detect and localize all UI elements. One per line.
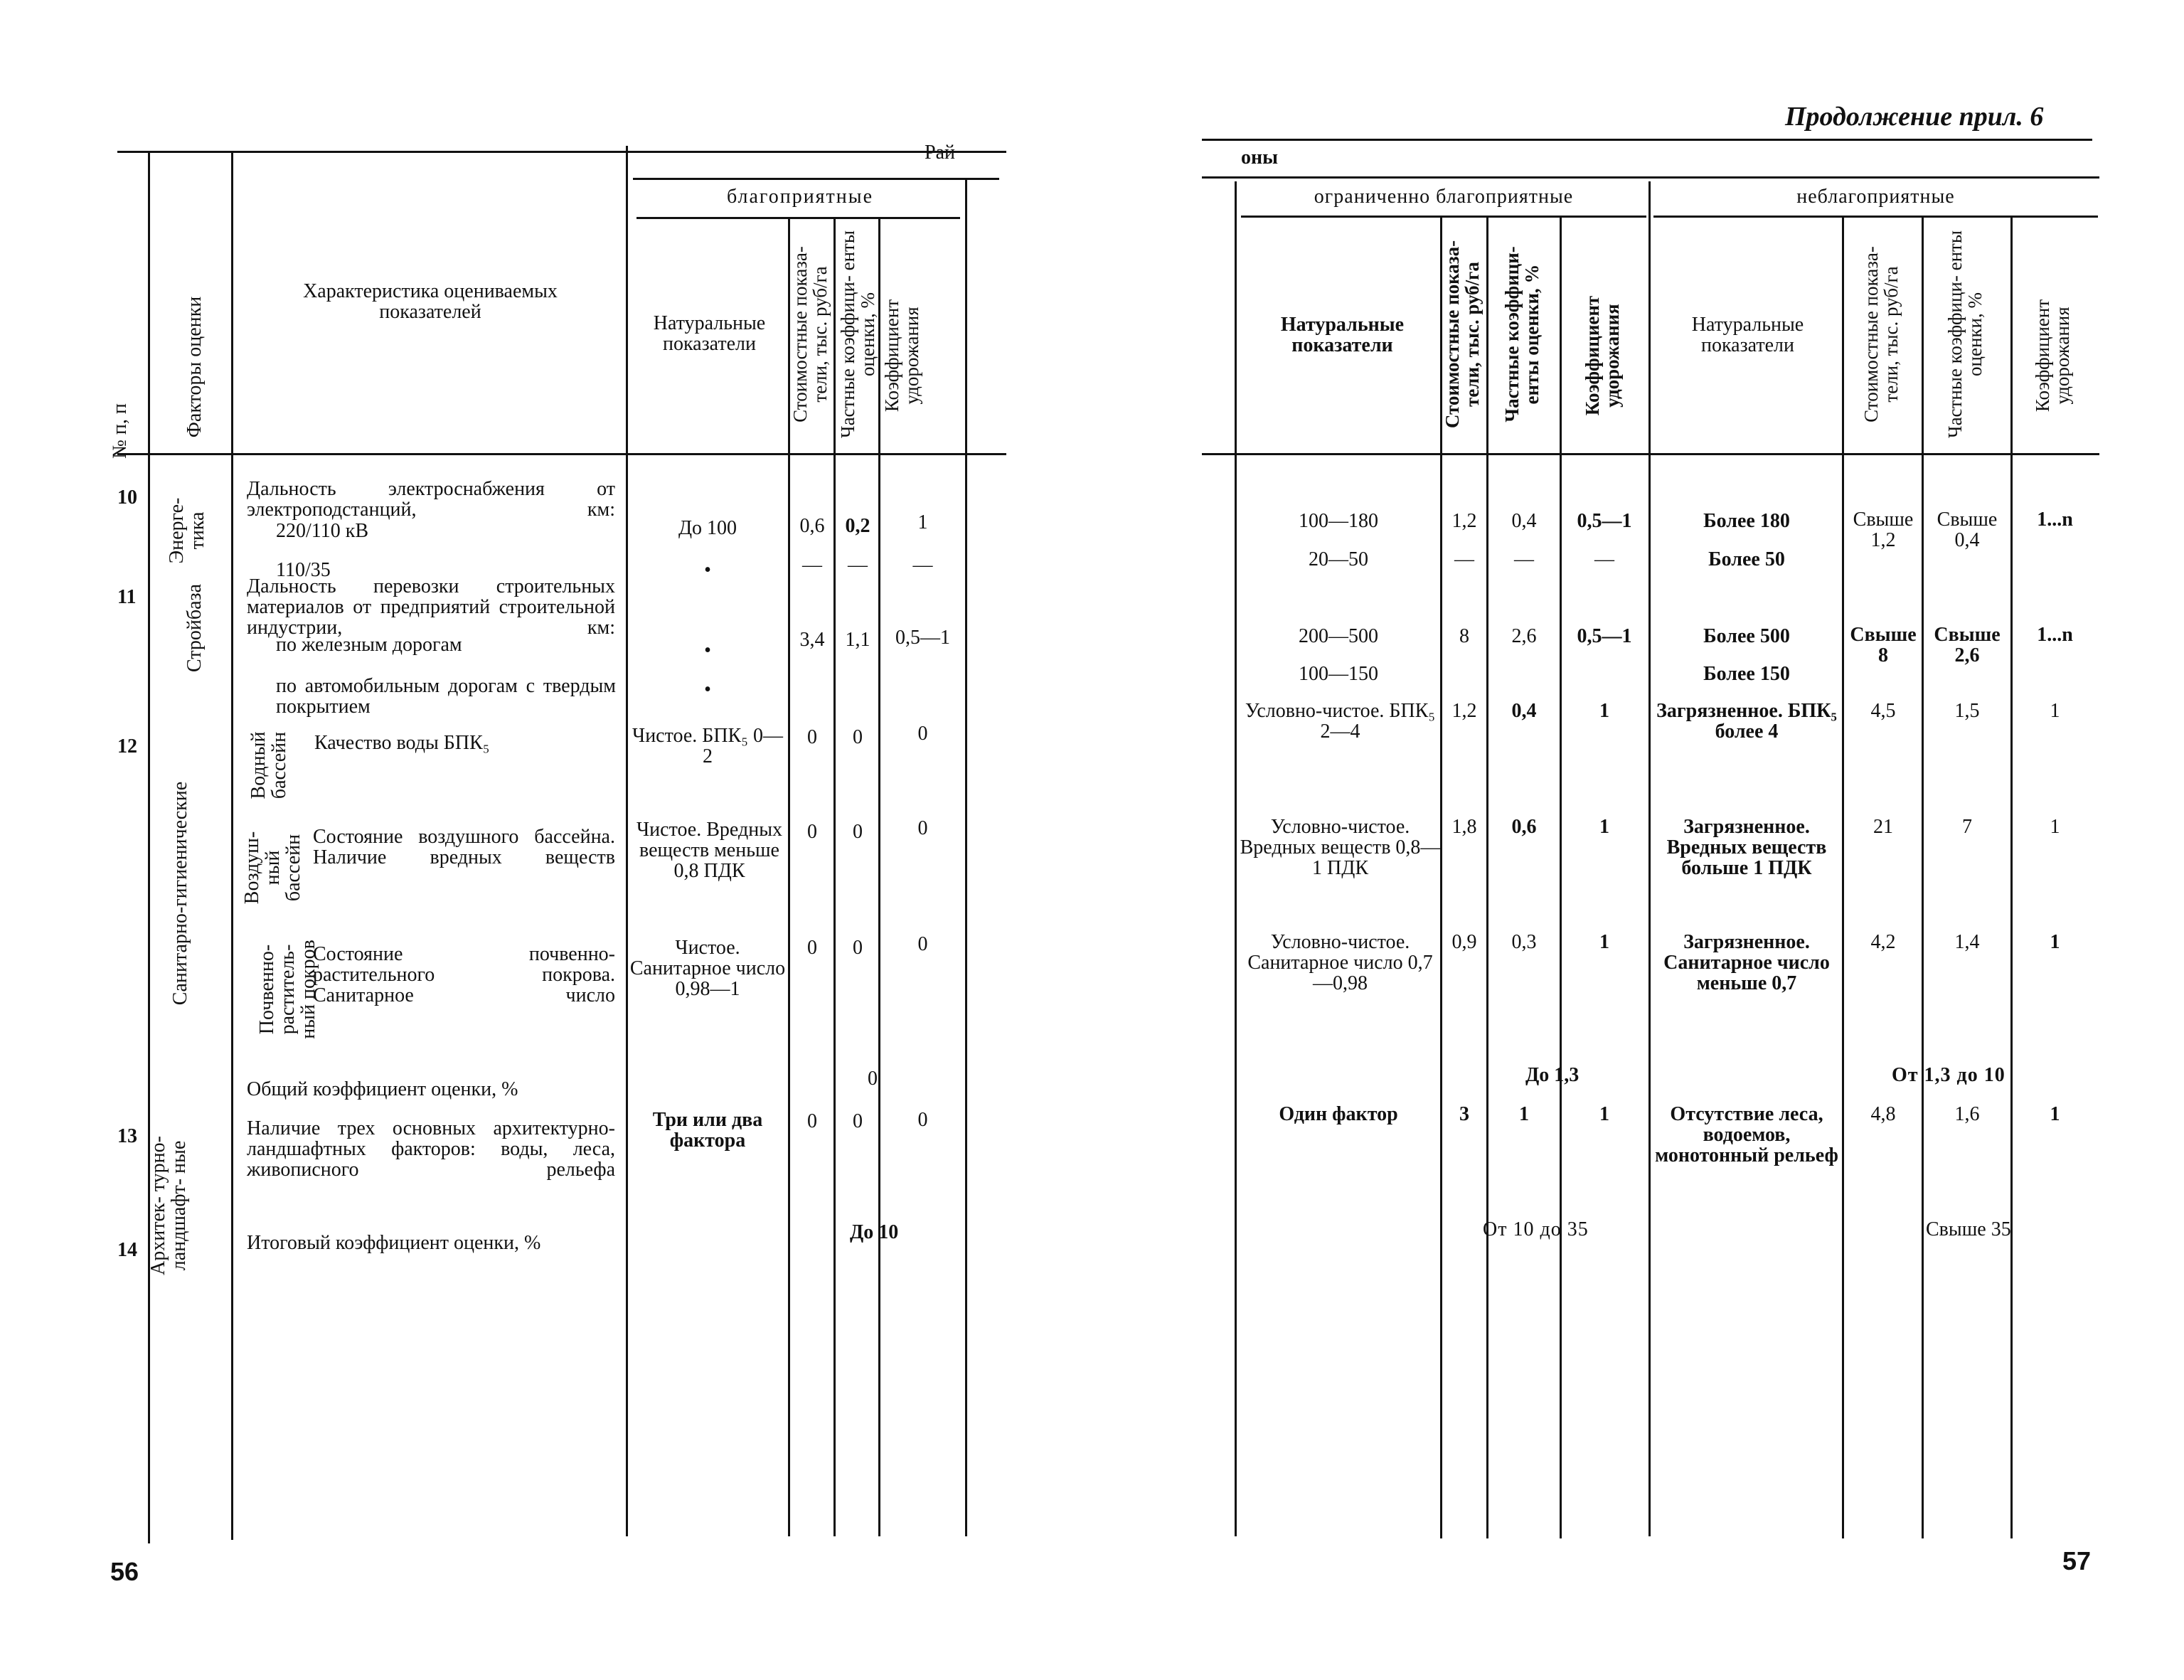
lim-12-water-cost: 1,2 bbox=[1451, 700, 1477, 722]
vline-factors bbox=[231, 153, 233, 1540]
limited-heading: ограниченно благоприятные bbox=[1314, 186, 1574, 208]
lim-11-coef: 0,5—1 bbox=[1577, 625, 1632, 647]
fav-12-soil-cost: 0 bbox=[807, 937, 817, 959]
char-10-voltage-2: 110/35 bbox=[276, 559, 331, 581]
fav-10-natural: До 100 bbox=[678, 517, 737, 539]
vline-num bbox=[148, 153, 150, 1543]
unf-12-water-coef: 1 bbox=[2050, 700, 2060, 722]
fav-partial-heading: Частные коэффици- енты оценки, % bbox=[837, 230, 878, 438]
fav-13-cost: 0 bbox=[807, 1110, 817, 1132]
unf-13-cost: 4,8 bbox=[1870, 1103, 1896, 1125]
factor-energy: Энерге- тика bbox=[166, 497, 208, 564]
lim-10b-cost: — bbox=[1454, 548, 1474, 570]
fav-11-natural: • bbox=[704, 639, 711, 661]
fav-12-water-natural: Чистое. БПК₅ 0—2 bbox=[632, 725, 783, 767]
lim-11-partial: 2,6 bbox=[1511, 625, 1537, 647]
row-num-11: 11 bbox=[117, 586, 137, 608]
unf-12-water-partial: 1,5 bbox=[1954, 700, 1980, 722]
lim-11-cost: 8 bbox=[1459, 625, 1469, 647]
fav-13-partial: 0 bbox=[853, 1110, 863, 1132]
factor-soil: Почвенно- раститель- ный покров bbox=[256, 940, 319, 1039]
fav-14-total: До 10 bbox=[850, 1221, 899, 1243]
lim-14-total: От 10 до 35 bbox=[1483, 1218, 1589, 1240]
fav-12-water-cost: 0 bbox=[807, 726, 817, 748]
char-10-voltage: 220/110 кВ bbox=[276, 520, 369, 542]
lim-10-cost: 1,2 bbox=[1451, 510, 1477, 532]
fav-12-water-partial: 0 bbox=[853, 726, 863, 748]
row-num-12: 12 bbox=[117, 735, 137, 757]
fav-12-soil-coef: 0 bbox=[917, 933, 928, 955]
districts-heading-right: оны bbox=[1241, 147, 1278, 169]
lim-coef-heading: Коэффициент удорожания bbox=[1582, 295, 1623, 416]
fav-12-air-cost: 0 bbox=[807, 821, 817, 843]
fav-10b-natural: • bbox=[704, 559, 711, 581]
fav-12-soil-natural: Чистое. Санитарное число 0,98—1 bbox=[629, 937, 786, 1000]
vline-lim-partial bbox=[1560, 216, 1562, 1538]
vline-unf-natural bbox=[1842, 216, 1844, 1538]
favorable-heading: благоприятные bbox=[726, 186, 874, 208]
lim-10-coef: 0,5—1 bbox=[1577, 510, 1632, 532]
char-12-air: Состояние воздушного бассейна. Наличие вредных веществ bbox=[313, 826, 615, 868]
lim-10-natural: 100—180 bbox=[1299, 510, 1378, 532]
fav-12-water-coef: 0 bbox=[917, 723, 928, 745]
char-11-rail: по железным дорогам bbox=[276, 634, 462, 656]
rule-favorable bbox=[636, 217, 960, 219]
lim-10b-natural: 20—50 bbox=[1309, 548, 1368, 570]
fav-11-cost: 3,4 bbox=[799, 629, 825, 651]
unf-partial-heading: Частные коэффици- енты оценки, % bbox=[1944, 230, 1986, 438]
lim-11b-natural: 100—150 bbox=[1299, 663, 1378, 685]
vline-fav-coef bbox=[965, 178, 967, 1536]
unfavorable-heading: неблагоприятные bbox=[1796, 186, 1955, 208]
unf-13-coef: 1 bbox=[2050, 1103, 2060, 1125]
vline-unf-cost bbox=[1922, 216, 1924, 1538]
unf-14-total: Свыше 35 bbox=[1926, 1218, 2011, 1240]
lim-12-soil-natural: Условно-чистое. Санитарное число 0,7—0,98 bbox=[1247, 931, 1433, 994]
fav-10-cost: 0,6 bbox=[799, 515, 825, 537]
unf-12-total: От 1,3 до 10 bbox=[1892, 1064, 2005, 1086]
lim-13-coef: 1 bbox=[1599, 1103, 1609, 1125]
lim-12-soil-cost: 0,9 bbox=[1451, 931, 1477, 953]
rule-header-bottom-right bbox=[1202, 453, 2099, 455]
lim-12-water-partial: 0,4 bbox=[1511, 700, 1537, 722]
row-num-14: 14 bbox=[117, 1239, 137, 1261]
unf-11-cost: Свыше 8 bbox=[1850, 624, 1917, 666]
vline-lim-start bbox=[1235, 181, 1237, 1536]
fav-12-soil-partial: 0 bbox=[853, 937, 863, 959]
fav-13-coef: 0 bbox=[917, 1109, 928, 1131]
lim-cost-heading: Стоимостные показа- тели, тыс. руб/га bbox=[1442, 240, 1483, 429]
unf-12-air-coef: 1 bbox=[2050, 816, 2060, 838]
fav-12-total: 0 bbox=[868, 1068, 878, 1090]
unf-12-air-cost: 21 bbox=[1873, 816, 1893, 838]
lim-12-water-coef: 1 bbox=[1599, 700, 1609, 722]
unf-12-air-natural: Загрязненное. Вредных веществ больше 1 ПДК bbox=[1666, 816, 1827, 879]
page-number-right: 57 bbox=[2062, 1546, 2092, 1575]
factor-stroybaza: Стройбаза bbox=[183, 583, 206, 673]
rule-districts-left bbox=[633, 178, 999, 180]
fav-12-air-coef: 0 bbox=[917, 817, 928, 839]
lim-13-cost: 3 bbox=[1459, 1103, 1469, 1125]
page-number-left: 56 bbox=[110, 1557, 139, 1586]
num-heading: № п, п bbox=[109, 403, 131, 459]
lim-13-partial: 1 bbox=[1519, 1103, 1529, 1125]
fav-12-air-natural: Чистое. Вредных веществ меньше 0,8 ПДК bbox=[636, 819, 783, 882]
districts-heading-left: Рай bbox=[925, 142, 955, 164]
row-num-10: 10 bbox=[117, 487, 137, 509]
fav-10b-cost: — bbox=[802, 554, 822, 576]
unf-12-soil-cost: 4,2 bbox=[1870, 931, 1896, 953]
lim-natural-heading: Натуральные показатели bbox=[1280, 314, 1405, 356]
unf-11-coef: 1...n bbox=[2037, 624, 2073, 646]
unf-13-natural: Отсутствие леса, водоемов, монотонный рельеф bbox=[1655, 1103, 1838, 1166]
fav-10-partial: 0,2 bbox=[845, 515, 870, 537]
char-14: Итоговый коэффициент оценки, % bbox=[247, 1232, 541, 1254]
unf-10-partial: Свыше 0,4 bbox=[1937, 509, 1998, 551]
lim-10b-coef: — bbox=[1594, 548, 1614, 570]
factor-water: Водный бассейн bbox=[247, 731, 290, 799]
lim-12-soil-partial: 0,3 bbox=[1511, 931, 1537, 953]
rule-unfavorable bbox=[1653, 216, 2098, 218]
unf-coef-heading: Коэффициент удорожания bbox=[2032, 299, 2073, 413]
vline-fav-cost bbox=[833, 217, 836, 1536]
char-11-road: по автомобильным дорогам с твердым покрытием bbox=[276, 675, 616, 718]
unf-12-water-cost: 4,5 bbox=[1870, 700, 1896, 722]
fav-11-coef: 0,5—1 bbox=[895, 627, 950, 649]
unf-10-natural: Более 180 bbox=[1703, 510, 1790, 532]
unf-11-natural: Более 500 bbox=[1703, 625, 1790, 647]
lim-13-natural: Один фактор bbox=[1279, 1103, 1398, 1125]
char-12-water: Качество воды БПК₅ bbox=[314, 732, 490, 754]
fav-12-air-partial: 0 bbox=[853, 821, 863, 843]
rule-top-right bbox=[1202, 139, 2092, 141]
rule-districts-right bbox=[1202, 176, 2099, 179]
unf-cost-heading: Стоимостные показа- тели, тыс. руб/га bbox=[1860, 246, 1902, 422]
fav-11b-natural: • bbox=[704, 679, 711, 701]
unf-10-coef: 1...n bbox=[2037, 509, 2073, 531]
rule-top-left bbox=[117, 151, 1006, 153]
lim-12-air-cost: 1,8 bbox=[1451, 816, 1477, 838]
lim-12-air-natural: Условно-чистое. Вредных веществ 0,8—1 ПДК bbox=[1240, 816, 1441, 879]
lim-partial-heading: Частные коэффици- енты оценки, % bbox=[1501, 246, 1543, 422]
fav-coef-heading: Коэффициент удорожания bbox=[881, 299, 922, 413]
fav-10b-coef: — bbox=[912, 554, 933, 576]
fav-11-partial: 1,1 bbox=[845, 629, 870, 651]
unf-natural-heading: Натуральные показатели bbox=[1691, 314, 1804, 356]
char-10-title: Дальность электроснабжения от электроподстанций, км: bbox=[247, 478, 615, 521]
lim-12-water-natural: Условно-чистое. БПК₅ 2—4 bbox=[1245, 700, 1436, 743]
char-12-total: Общий коэффициент оценки, % bbox=[247, 1078, 518, 1100]
char-12-soil: Состояние почвенно-растительного покрова. Санитарное число bbox=[313, 943, 615, 1006]
rule-limited bbox=[1241, 216, 1646, 218]
unf-12-water-natural: Загрязненное. БПК₅ более 4 bbox=[1656, 700, 1837, 743]
fav-cost-heading: Стоимостные показа- тели, тыс. руб/га bbox=[789, 246, 831, 422]
vline-char bbox=[626, 146, 628, 1536]
vline-lim-cost bbox=[1486, 216, 1488, 1538]
factor-sanitary: Санитарно-гигиенические bbox=[169, 781, 191, 1006]
unf-11b-natural: Более 150 bbox=[1703, 663, 1790, 685]
lim-11-natural: 200—500 bbox=[1299, 625, 1378, 647]
lim-10-partial: 0,4 bbox=[1511, 510, 1537, 532]
unf-12-soil-coef: 1 bbox=[2050, 931, 2060, 953]
continuation-title: Продолжение прил. 6 bbox=[1785, 102, 2044, 132]
unf-11-partial: Свыше 2,6 bbox=[1934, 624, 2001, 666]
lim-12-total: До 1,3 bbox=[1525, 1064, 1580, 1086]
unf-12-soil-partial: 1,4 bbox=[1954, 931, 1980, 953]
characteristic-heading: Характеристика оцениваемых показателей bbox=[303, 280, 558, 323]
row-num-13: 13 bbox=[117, 1125, 137, 1147]
unf-10-cost: Свыше 1,2 bbox=[1853, 509, 1914, 551]
unf-13-partial: 1,6 bbox=[1954, 1103, 1980, 1125]
unf-12-air-partial: 7 bbox=[1962, 816, 1972, 838]
char-13: Наличие трех основных архитектурно-ландшафтных факторов: воды, леса, живописного рельефа bbox=[247, 1117, 615, 1181]
unf-10b-natural: Более 50 bbox=[1708, 548, 1785, 570]
fav-natural-heading: Натуральные показатели bbox=[653, 312, 766, 355]
fav-10-coef: 1 bbox=[917, 511, 928, 533]
rule-header-bottom-left bbox=[117, 453, 1006, 455]
lim-12-soil-coef: 1 bbox=[1599, 931, 1609, 953]
char-11-title: Дальность перевозки строительных материалов от предприятий строительной индустрии, км: bbox=[247, 575, 615, 639]
factor-air: Воздуш- ный бассейн bbox=[241, 831, 304, 905]
vline-lim-coef bbox=[1648, 181, 1651, 1536]
fav-10b-partial: — bbox=[848, 554, 868, 576]
unf-12-soil-natural: Загрязненное. Санитарное число меньше 0,7 bbox=[1663, 931, 1830, 994]
lim-10b-partial: — bbox=[1514, 548, 1534, 570]
factors-heading: Факторы оценки bbox=[183, 296, 206, 438]
factor-arch: Архитек- турно- ландшафт- ные bbox=[147, 1136, 190, 1275]
lim-12-air-coef: 1 bbox=[1599, 816, 1609, 838]
vline-unf-partial bbox=[2010, 216, 2013, 1538]
fav-13-natural: Три или два фактора bbox=[652, 1109, 763, 1152]
lim-12-air-partial: 0,6 bbox=[1511, 816, 1537, 838]
